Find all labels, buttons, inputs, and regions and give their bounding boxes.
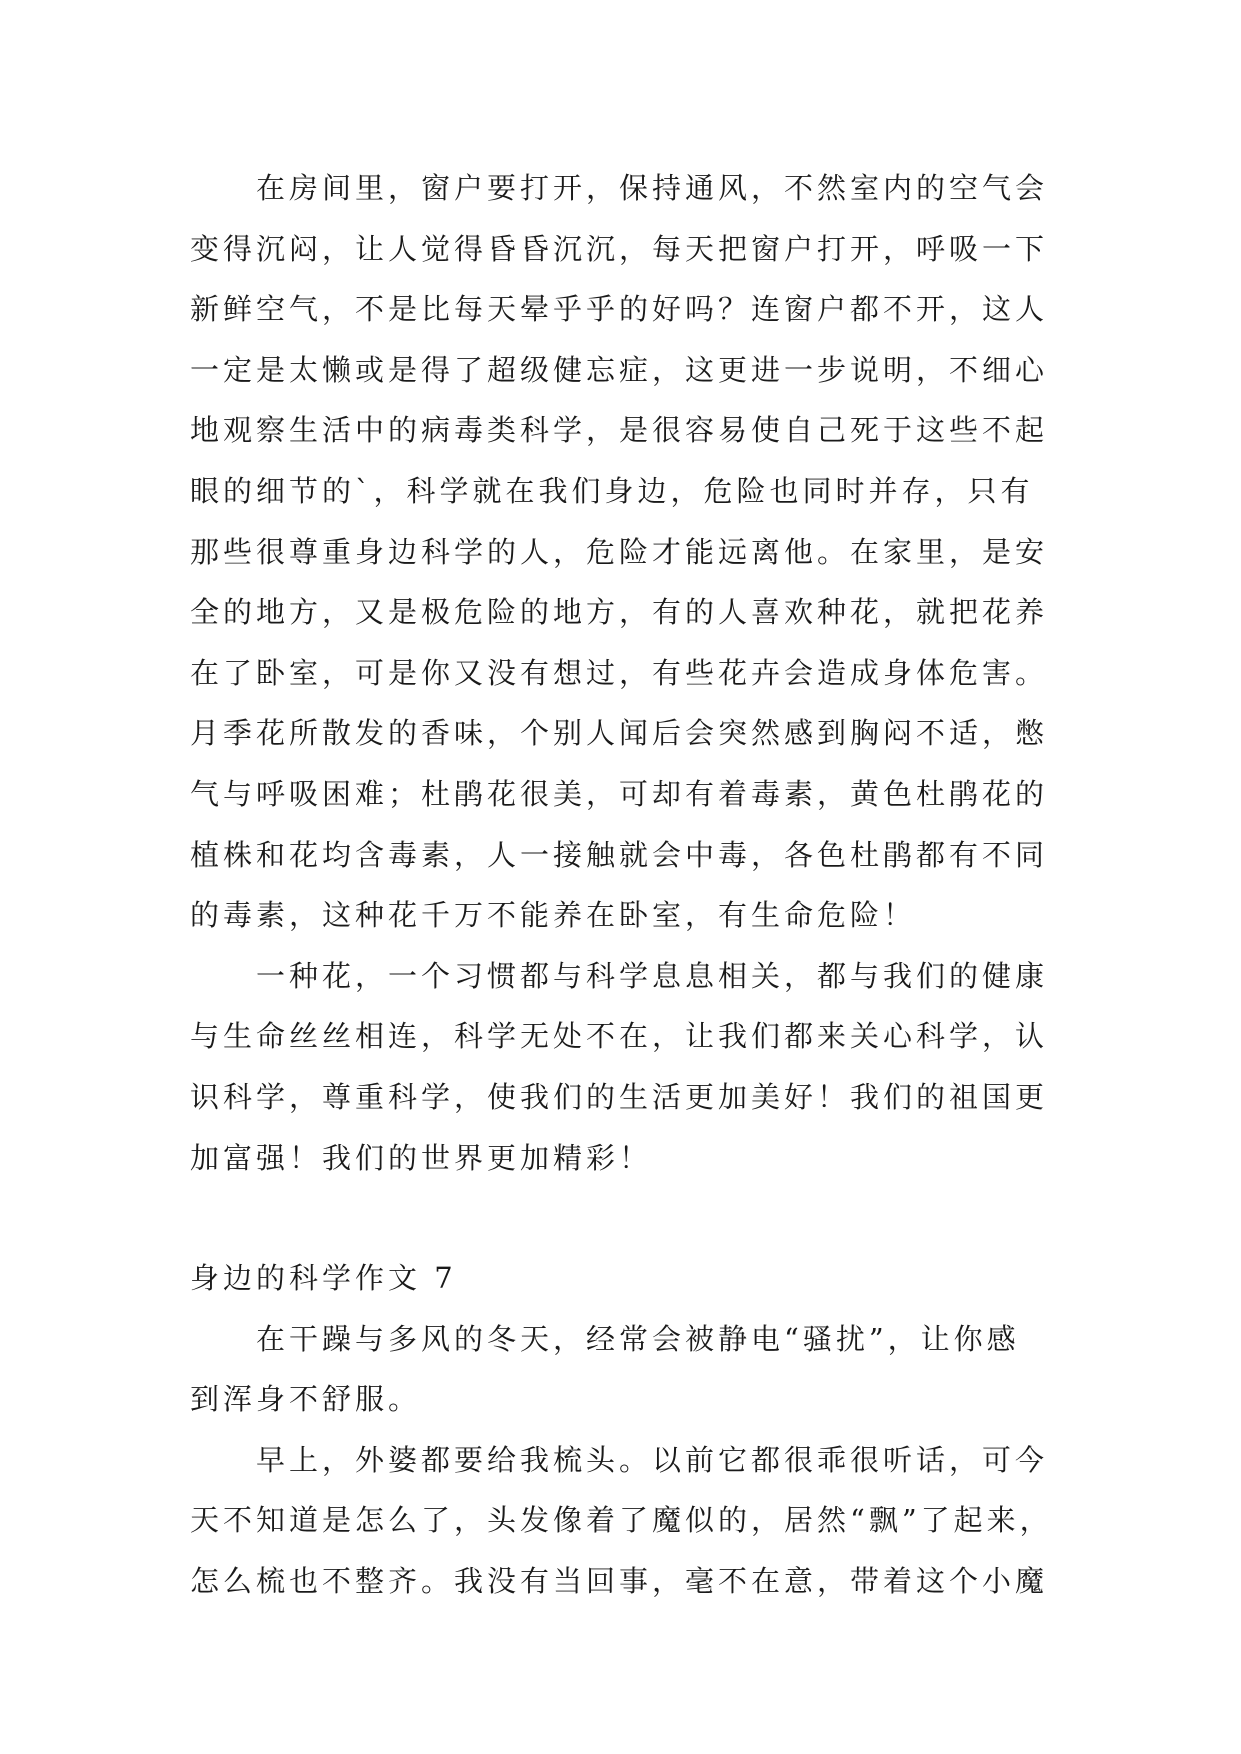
essay-heading: 身边的科学作文 7 [190, 1261, 457, 1296]
paragraph-line: 变得沉闷，让人觉得昏昏沉沉，每天把窗户打开，呼吸一下 [190, 231, 1049, 266]
document-body [190, 158, 1070, 1612]
paragraph-conclusion [190, 946, 1070, 1188]
paragraph-static-intro [190, 1309, 1070, 1430]
paragraph-line: 气与呼吸困难；杜鹃花很美，可却有着毒素，黄色杜鹃花的 [190, 776, 1049, 811]
paragraph-line: 在了卧室，可是你又没有想过，有些花卉会造成身体危害。 [190, 655, 1049, 690]
section-spacer [190, 1188, 1070, 1248]
paragraph-line: 怎么梳也不整齐。我没有当回事，毫不在意，带着这个小魔 [190, 1564, 1049, 1599]
paragraph-line: 一定是太懒或是得了超级健忘症，这更进一步说明，不细心 [190, 352, 1049, 387]
paragraph-line: 在干躁与多风的冬天，经常会被静电“骚扰”，让你感 [256, 1321, 1020, 1356]
paragraph-line: 一种花，一个习惯都与科学息息相关，都与我们的健康 [256, 958, 1049, 993]
paragraph-line: 到浑身不舒服。 [190, 1382, 422, 1417]
paragraph-line: 那些很尊重身边科学的人，危险才能远离他。在家里，是安 [190, 534, 1049, 569]
paragraph-windows-and-flowers [190, 158, 1070, 946]
paragraph-line: 识科学，尊重科学，使我们的生活更加美好！我们的祖国更 [190, 1079, 1049, 1114]
paragraph-line: 地观察生活中的病毒类科学，是很容易使自己死于这些不起 [190, 413, 1049, 448]
paragraph-line: 早上，外婆都要给我梳头。以前它都很乖很听话，可今 [256, 1442, 1049, 1477]
paragraph-morning-hair [190, 1430, 1070, 1612]
paragraph-line: 与生命丝丝相连，科学无处不在，让我们都来关心科学，认 [190, 1019, 1049, 1054]
paragraph-line: 新鲜空气，不是比每天晕乎乎的好吗？连窗户都不开，这人 [190, 292, 1049, 327]
paragraph-line: 的毒素，这种花千万不能养在卧室，有生命危险！ [190, 898, 917, 933]
paragraph-line: 月季花所散发的香味，个别人闻后会突然感到胸闷不适，憋 [190, 716, 1049, 751]
paragraph-line: 天不知道是怎么了，头发像着了魔似的，居然“飘”了起来， [190, 1503, 1053, 1538]
paragraph-line: 在房间里，窗户要打开，保持通风，不然室内的空气会 [256, 171, 1049, 205]
paragraph-line: 植株和花均含毒素，人一接触就会中毒，各色杜鹃都有不同 [190, 837, 1049, 872]
paragraph-line: 全的地方，又是极危险的地方，有的人喜欢种花，就把花养 [190, 595, 1049, 630]
paragraph-line: 眼的细节的`，科学就在我们身边，危险也同时并存，只有 [190, 473, 1034, 508]
paragraph-line: 加富强！我们的世界更加精彩！ [190, 1140, 653, 1175]
